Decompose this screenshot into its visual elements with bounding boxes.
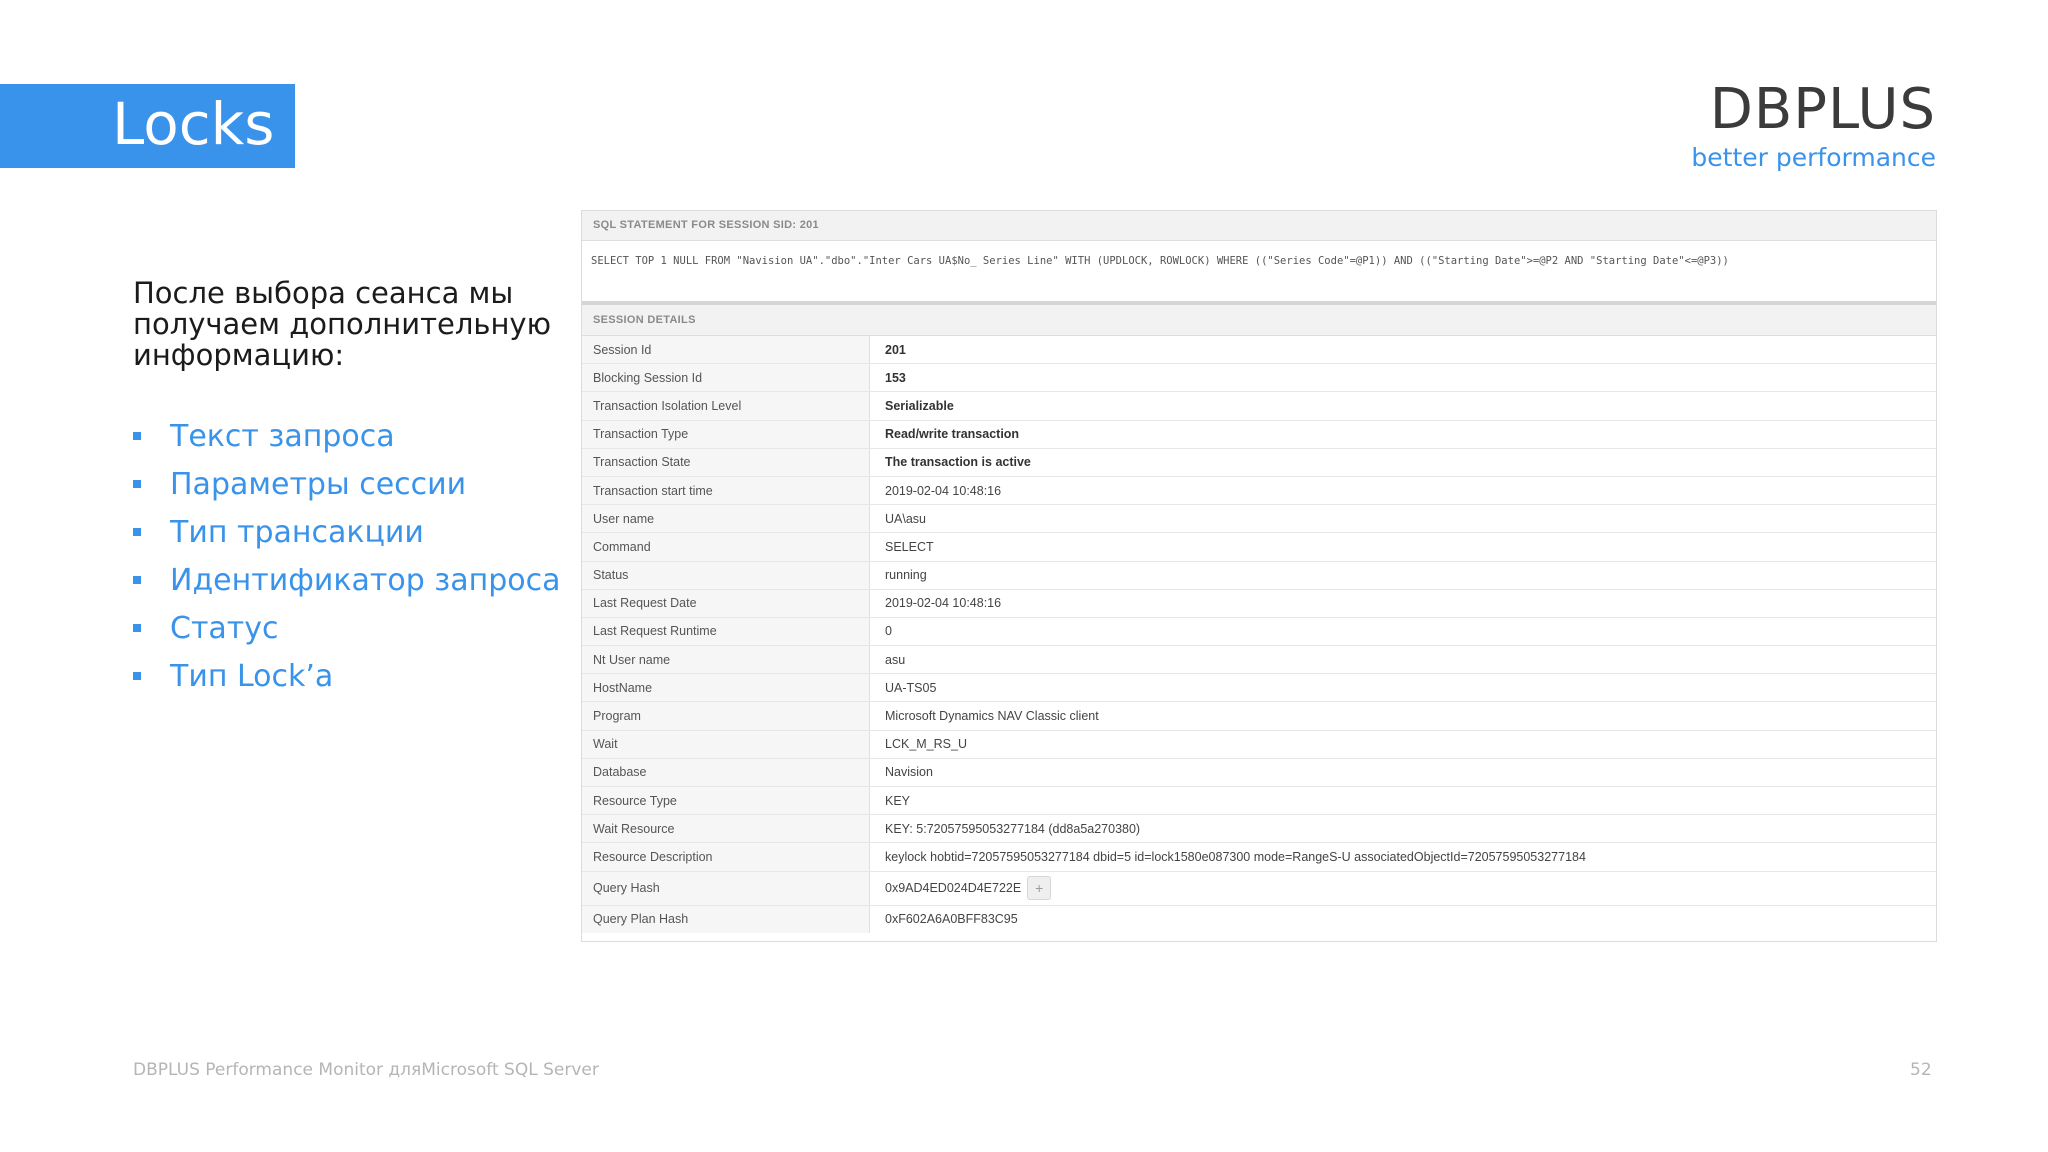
details-row (582, 646, 1936, 674)
row-label: Transaction State (582, 449, 870, 476)
bullet-text: Параметры сессии (170, 466, 467, 502)
bullet-item (133, 412, 561, 460)
row-value: UA-TS05 (885, 680, 937, 695)
bullet-item (133, 460, 561, 508)
row-label: Session Id (582, 336, 870, 363)
row-value: KEY: 5:72057595053277184 (dd8a5a270380) (885, 821, 1141, 836)
row-value: Serializable (885, 398, 954, 413)
row-value: Microsoft Dynamics NAV Classic client (885, 709, 1099, 724)
row-label: Transaction Type (582, 421, 870, 448)
bullet-square-icon (133, 528, 141, 536)
slide-title: Locks (112, 90, 275, 158)
bullet-square-icon (133, 576, 141, 584)
details-row (582, 674, 1936, 702)
bullet-list (133, 412, 561, 700)
bullet-item (133, 556, 561, 604)
row-value: SELECT (885, 539, 934, 554)
row-label: Last Request Date (582, 590, 870, 617)
row-label: Transaction start time (582, 477, 870, 504)
sql-statement-header: SQL STATEMENT FOR SESSION SID: 201 (582, 211, 1936, 241)
details-row (582, 421, 1936, 449)
bullet-square-icon (133, 480, 141, 488)
details-row (582, 872, 1936, 906)
row-label: Nt User name (582, 646, 870, 673)
details-row (582, 759, 1936, 787)
row-label: Wait (582, 731, 870, 758)
details-row (582, 906, 1936, 933)
row-value: 153 (885, 370, 906, 385)
details-row (582, 336, 1936, 364)
session-details (582, 305, 1936, 933)
details-row (582, 392, 1936, 420)
bullet-text: Статус (170, 610, 279, 646)
session-panel (581, 210, 1937, 942)
row-label: Status (582, 562, 870, 589)
row-label: Command (582, 533, 870, 560)
slide-title-bar (0, 84, 295, 168)
intro-text: После выбора сеанса мы получаем дополнительную информацию: (133, 276, 551, 372)
expand-plus-button[interactable]: + (1027, 876, 1051, 900)
bullet-text: Идентификатор запроса (170, 562, 561, 598)
page-number: 52 (1910, 1060, 1932, 1080)
logo-main-text: DBPLUS (1709, 77, 1936, 142)
row-value: running (885, 568, 927, 583)
row-label: HostName (582, 674, 870, 701)
bullet-text: Тип трансакции (170, 514, 424, 550)
row-value: 0 (885, 624, 892, 639)
row-value: KEY (885, 793, 911, 808)
row-label: Query Plan Hash (582, 906, 870, 933)
row-label: Query Hash (582, 872, 870, 905)
row-value: 201 (885, 342, 906, 357)
details-row (582, 590, 1936, 618)
details-row (582, 702, 1936, 730)
bullet-square-icon (133, 672, 141, 680)
details-row (582, 533, 1936, 561)
logo-tagline: better performance (1691, 143, 1936, 172)
row-value: 2019-02-04 10:48:16 (885, 596, 1002, 611)
row-label: Wait Resource (582, 815, 870, 842)
bullet-square-icon (133, 432, 141, 440)
row-label: Last Request Runtime (582, 618, 870, 645)
row-label: Blocking Session Id (582, 364, 870, 391)
row-label: Resource Type (582, 787, 870, 814)
row-label: User name (582, 505, 870, 532)
bullet-item (133, 652, 561, 700)
row-label: Database (582, 759, 870, 786)
row-value: 0x9AD4ED024D4E722E (885, 881, 1022, 896)
row-value: UA\asu (885, 511, 926, 526)
details-row (582, 815, 1936, 843)
details-row (582, 843, 1936, 871)
details-row (582, 618, 1936, 646)
row-value: keylock hobtid=72057595053277184 dbid=5 id=lock1580e087300 mode=RangeS-U associatedObjectId=72057595053277184 (885, 849, 1586, 864)
footer-text: DBPLUS Performance Monitor дляMicrosoft SQL Server (133, 1060, 599, 1080)
details-row (582, 562, 1936, 590)
row-label: Resource Description (582, 843, 870, 870)
row-value: 2019-02-04 10:48:16 (885, 483, 1002, 498)
sql-statement-text: SELECT TOP 1 NULL FROM "Navision UA"."dbo"."Inter Cars UA$No_ Series Line" WITH (UPDLOCK, ROWLOCK) WHERE (("Series Code"=@P1)) AND (("Starting Date">=@P2 AND "Starting Date"<=@P3)) (582, 241, 1936, 305)
query-hash-value-cell (870, 872, 1051, 905)
details-row (582, 505, 1936, 533)
bullet-square-icon (133, 624, 141, 632)
bullet-item (133, 508, 561, 556)
row-value: Read/write transaction (885, 427, 1020, 442)
bullet-text: Текст запроса (170, 418, 395, 454)
bullet-item (133, 604, 561, 652)
bullet-text: Тип Lock’a (170, 658, 334, 694)
dbplus-logo (1691, 77, 1936, 172)
row-value: LCK_M_RS_U (885, 737, 967, 752)
row-value: The transaction is active (885, 455, 1031, 470)
row-value: Navision (885, 765, 933, 780)
row-value: asu (885, 652, 906, 667)
details-row (582, 787, 1936, 815)
details-row (582, 477, 1936, 505)
row-label: Program (582, 702, 870, 729)
details-row (582, 449, 1936, 477)
details-row (582, 731, 1936, 759)
row-label: Transaction Isolation Level (582, 392, 870, 419)
session-details-header: SESSION DETAILS (582, 305, 1936, 336)
details-row (582, 364, 1936, 392)
row-value: 0xF602A6A0BFF83C95 (885, 912, 1018, 927)
